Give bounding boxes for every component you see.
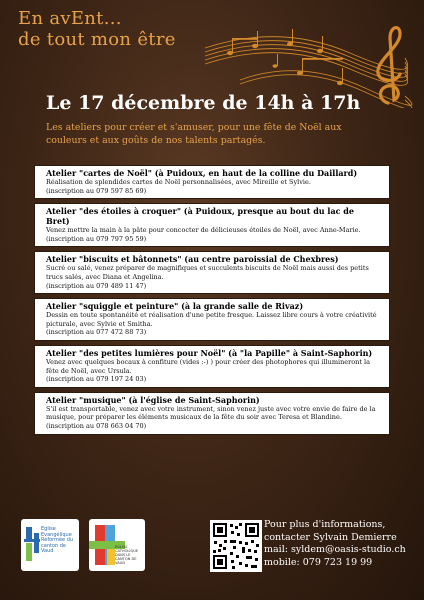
contact-info (264, 519, 424, 569)
workshop-card (34, 298, 390, 341)
catholic-logo-text: EGLISE CATHOLIQUE DANS LE CANTON DE VAUD (115, 545, 139, 565)
workshop-title: Atelier "cartes de Noël" (à Puidoux, en haut de la colline du Daillard) (46, 168, 358, 178)
title-line-2: de tout mon être (18, 29, 176, 50)
workshop-description: Venez avec quelques bocaux à confiture (vides :-) ) pour créer des photophores qui illumineront la fête de Noël, avec Ursula. (46, 357, 370, 375)
workshop-description: Dessin en toute spontanéité et réalisation d'une petite fresque. Laissez libre cours à votre créativité picturale, avec Sylvie et Smitha. (46, 311, 377, 328)
workshop-registration: (inscription au 079 797 95 59) (46, 234, 147, 243)
eerv-logo-text: Eglise Evangélique Réformée du canton de Vaud (41, 526, 74, 555)
title-line-1: En avEnt... (18, 8, 122, 29)
event-date: Le 17 décembre de 14h à 17h (46, 92, 361, 114)
workshop-description: Réalisation de splendides cartes de Noël personnalisées, avec Mireille et Sylvie. (46, 178, 311, 186)
workshop-list (34, 165, 390, 439)
workshop-title: Atelier "musique" (à l'église de Saint-Saphorin) (46, 394, 260, 405)
workshop-registration: (inscription au 078 663 04 70) (46, 421, 147, 430)
contact-line-1: Pour plus d'informations, (264, 519, 386, 530)
qr-code-icon[interactable] (210, 520, 262, 572)
workshop-card (34, 165, 390, 199)
contact-email[interactable]: mail: syldem@oasis-studio.ch (264, 544, 406, 555)
workshop-card (34, 203, 390, 247)
workshop-description: Sucré ou salé, venez préparer de magnifiques et succulents biscuits de Noël mais aussi des petits trucs salés, avec Diana et Angelina. (46, 264, 369, 281)
workshop-card (34, 392, 390, 435)
flyer-title (18, 8, 176, 50)
workshop-description: S'il est transportable, venez avec votre instrument, sinon venez juste avec votre envie de faire de la musique, pour préparer les éléments musicaux de la fête du soir avec Teresa et Blandine. (46, 404, 376, 422)
workshop-title: Atelier "des étoiles à croquer" (à Puidoux, presque au bout du lac de Bret) (46, 206, 354, 227)
contact-line-2: contacter Sylvain Demierre (264, 531, 397, 543)
workshop-registration: (inscription au 079 489 11 47) (46, 281, 147, 290)
event-intro: Les ateliers pour créer et s'amuser, pour une fête de Noël aux couleurs et aux goûts de nos talents partagés. (46, 122, 342, 146)
eerv-logo (21, 519, 79, 571)
treble-clef-icon (378, 28, 400, 103)
workshop-registration: (inscription au 079 597 85 69) (46, 186, 147, 195)
workshop-description: Venez mettre la main à la pâte pour concocter de délicieuses étoiles de Noël, avec Anne-Marie. (46, 226, 361, 235)
workshop-title: Atelier "biscuits et bâtonnets" (au centre paroissial de Chexbres) (46, 254, 339, 265)
workshop-registration: (inscription au 077 472 88 73) (46, 328, 147, 337)
workshop-title: Atelier "squiggle et peinture" (à la grande salle de Rivaz) (46, 301, 304, 312)
contact-mobile[interactable]: mobile: 079 723 19 99 (264, 556, 373, 568)
workshop-card (34, 251, 390, 294)
workshop-card (34, 345, 390, 388)
catholic-logo (89, 519, 145, 571)
workshop-registration: (inscription au 079 197 24 03) (46, 375, 147, 384)
workshop-title: Atelier "des petites lumières pour Noël" (à "la Papille" à Saint-Saphorin) (46, 347, 373, 358)
